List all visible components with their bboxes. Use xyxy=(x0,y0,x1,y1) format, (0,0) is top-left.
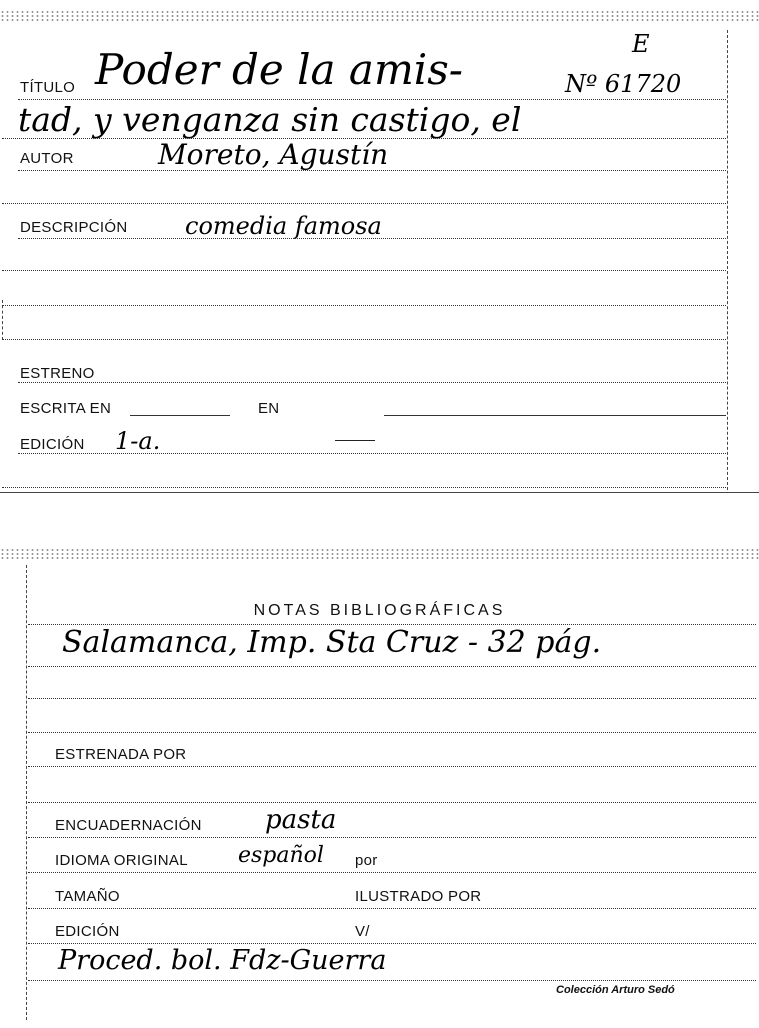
estrenada-por-label: ESTRENADA POR xyxy=(55,746,187,763)
rule-encuadernacion xyxy=(28,837,756,838)
rule-bottom xyxy=(2,487,726,488)
rule-notas-1 xyxy=(28,666,756,667)
rule-edicion xyxy=(18,453,726,454)
notas-handwriting: Salamanca, Imp. Sta Cruz - 32 pág. xyxy=(62,625,602,660)
escrita-en-label: ESCRITA EN xyxy=(20,400,112,417)
descripcion-label: DESCRIPCIÓN xyxy=(20,219,128,236)
ilustrado-por-label: ILUSTRADO POR xyxy=(355,888,482,905)
rule-edicion-back xyxy=(28,943,756,944)
card-separator xyxy=(0,492,759,493)
binding-handwriting: pasta xyxy=(265,805,337,835)
rule-blank-back xyxy=(28,802,756,803)
rule-blank-4 xyxy=(2,339,726,340)
notas-heading: NOTAS BIBLIOGRÁFICAS xyxy=(253,602,506,619)
corner-mark: E xyxy=(632,30,650,58)
idioma-label: IDIOMA ORIGINAL xyxy=(55,852,188,869)
card-left-edge xyxy=(2,300,3,340)
title-handwriting-line1: Poder de la amis- xyxy=(95,45,463,94)
rule-idioma xyxy=(28,872,756,873)
edicion-label: EDICIÓN xyxy=(20,436,85,453)
v-label: V/ xyxy=(355,923,370,940)
edicion-back-label: EDICIÓN xyxy=(55,923,120,940)
rule-blank-2 xyxy=(2,270,726,271)
language-handwriting: español xyxy=(238,843,324,868)
por-label: por xyxy=(355,852,378,869)
rule-descripcion xyxy=(18,238,726,239)
rule-footer xyxy=(28,980,756,981)
rule-notas-2 xyxy=(28,698,756,699)
titulo-label: TÍTULO xyxy=(20,79,76,96)
rule-tamano xyxy=(28,908,756,909)
edition-handwriting: 1-a. xyxy=(115,427,161,455)
handwritten-dash xyxy=(335,440,375,441)
rule-blank-3 xyxy=(2,305,726,306)
catalog-card-back xyxy=(0,540,759,1028)
rule-escrita-en xyxy=(130,415,230,416)
provenance-handwriting: Proced. bol. Fdz-Guerra xyxy=(58,945,387,976)
en-label: EN xyxy=(258,400,280,417)
rule-notas-3 xyxy=(28,732,756,733)
card-right-edge xyxy=(727,30,728,490)
rule-estreno xyxy=(18,382,726,383)
estreno-label: ESTRENO xyxy=(20,365,95,382)
tamano-label: TAMAÑO xyxy=(55,888,120,905)
card-top-edge xyxy=(0,10,759,22)
collection-stamp: Colección Arturo Sedó xyxy=(556,984,675,996)
card-top-edge-back xyxy=(0,548,759,560)
catalog-card-front xyxy=(0,0,759,495)
rule-en xyxy=(384,415,726,416)
autor-label: AUTOR xyxy=(20,150,74,167)
catalog-number: Nº 61720 xyxy=(565,70,682,98)
author-handwriting: Moreto, Agustín xyxy=(158,138,389,171)
description-handwriting: comedia famosa xyxy=(185,212,382,240)
rule-estrenada xyxy=(28,766,756,767)
card-left-edge-back xyxy=(26,565,27,1020)
rule-autor xyxy=(18,170,726,171)
title-handwriting-line2: tad, y venganza sin castigo, el xyxy=(18,100,522,139)
encuadernacion-label: ENCUADERNACIÓN xyxy=(55,817,202,834)
rule-blank-1 xyxy=(2,203,726,204)
